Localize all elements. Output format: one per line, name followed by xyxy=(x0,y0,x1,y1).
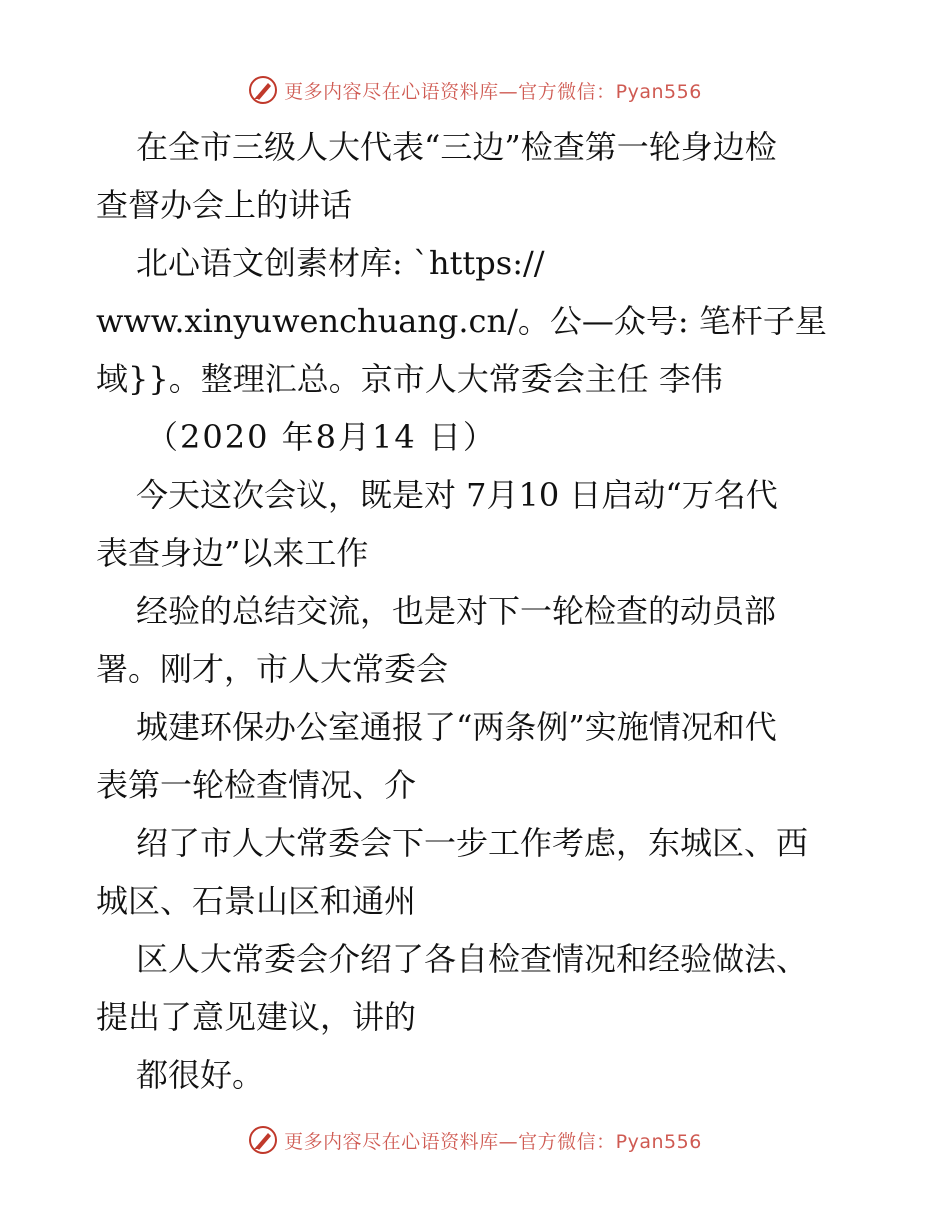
pen-seal-logo-icon xyxy=(248,1125,278,1155)
title-line-2: 查督办会上的讲话 xyxy=(96,186,353,224)
author-line: 域}}。整理汇总。京市人大常委会主任 李伟 xyxy=(96,360,723,398)
paragraph-line: 都很好。 xyxy=(136,1056,265,1094)
source-line-1: 北心语文创素材库: `https:// xyxy=(136,244,545,282)
document-body xyxy=(96,118,856,1104)
date-line: （2020 年8月14 日） xyxy=(146,418,497,456)
footer-banner xyxy=(0,1120,950,1160)
source-line-2: www.xinyuwenchuang.cn/。公—众号: 笔杆子星 xyxy=(96,302,827,340)
paragraph-line: 经验的总结交流，也是对下一轮检查的动员部 xyxy=(136,592,777,630)
paragraph-line: 区人大常委会介绍了各自检查情况和经验做法、 xyxy=(136,940,809,978)
paragraph-line: 署。刚才，市人大常委会 xyxy=(96,650,449,688)
pen-seal-logo-icon xyxy=(248,75,278,105)
paragraph-line: 城区、石景山区和通州 xyxy=(96,882,417,920)
title-line-1: 在全市三级人大代表“三边”检查第一轮身边检 xyxy=(136,128,777,166)
paragraph-line: 绍了市人大常委会下一步工作考虑，东城区、西 xyxy=(136,824,809,862)
paragraph-line: 今天这次会议，既是对 7月10 日启动“万名代 xyxy=(136,476,778,514)
paragraph-line: 城建环保办公室通报了“两条例”实施情况和代 xyxy=(136,708,777,746)
header-banner xyxy=(0,70,950,110)
paragraph-line: 表查身边”以来工作 xyxy=(96,534,369,572)
paragraph-line: 提出了意见建议，讲的 xyxy=(96,998,417,1036)
footer-banner-text: 更多内容尽在心语资料库—官方微信：Pyan556 xyxy=(284,1130,702,1153)
header-banner-text: 更多内容尽在心语资料库—官方微信：Pyan556 xyxy=(284,80,702,103)
paragraph-line: 表第一轮检查情况、介 xyxy=(96,766,417,804)
